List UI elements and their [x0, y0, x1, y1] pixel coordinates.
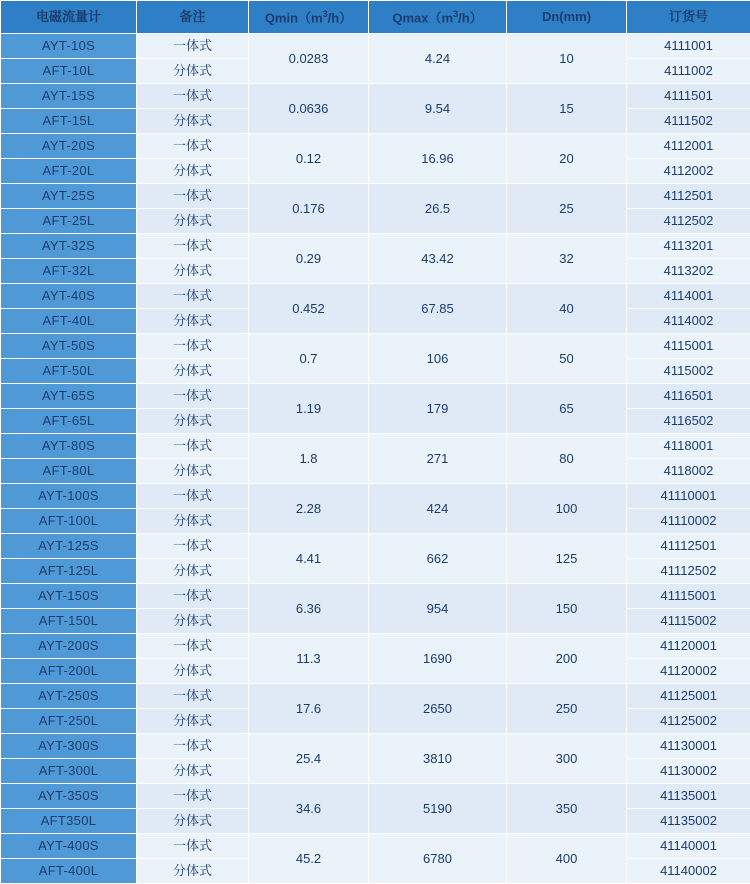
cell-order-no: 41120002: [627, 659, 750, 684]
cell-note: 分体式: [137, 209, 249, 234]
cell-order-no: 41112502: [627, 559, 750, 584]
table-row: [1, 384, 750, 409]
cell-note: 分体式: [137, 809, 249, 834]
cell-dn: 80: [507, 434, 627, 484]
cell-order-no: 41140002: [627, 859, 750, 884]
cell-order-no: 41130002: [627, 759, 750, 784]
cell-dn: 50: [507, 334, 627, 384]
cell-dn: 125: [507, 534, 627, 584]
cell-qmax: 106: [369, 334, 507, 384]
cell-qmin: 1.8: [249, 434, 369, 484]
cell-qmax: 6780: [369, 834, 507, 884]
cell-dn: 10: [507, 34, 627, 84]
cell-order-no: 4115002: [627, 359, 750, 384]
cell-qmin: 11.3: [249, 634, 369, 684]
cell-dn: 300: [507, 734, 627, 784]
table-row: [1, 534, 750, 559]
cell-note: 分体式: [137, 159, 249, 184]
table-row: [1, 134, 750, 159]
cell-note: 分体式: [137, 459, 249, 484]
cell-qmax: 424: [369, 484, 507, 534]
cell-qmin: 0.7: [249, 334, 369, 384]
cell-qmin: 0.176: [249, 184, 369, 234]
cell-qmax: 26.5: [369, 184, 507, 234]
table-row: [1, 434, 750, 459]
cell-qmin: 0.12: [249, 134, 369, 184]
cell-order-no: 4118002: [627, 459, 750, 484]
cell-model: AFT-300L: [1, 759, 137, 784]
table-header: [1, 1, 750, 34]
cell-note: 一体式: [137, 434, 249, 459]
cell-qmin: 0.29: [249, 234, 369, 284]
table-row: [1, 634, 750, 659]
cell-order-no: 41135002: [627, 809, 750, 834]
cell-note: 分体式: [137, 509, 249, 534]
cell-note: 一体式: [137, 184, 249, 209]
cell-order-no: 4113202: [627, 259, 750, 284]
cell-note: 分体式: [137, 709, 249, 734]
cell-qmin: 2.28: [249, 484, 369, 534]
cell-model: AYT-80S: [1, 434, 137, 459]
cell-note: 一体式: [137, 784, 249, 809]
cell-qmax: 43.42: [369, 234, 507, 284]
cell-model: AYT-150S: [1, 584, 137, 609]
cell-model: AFT-32L: [1, 259, 137, 284]
cell-model: AYT-50S: [1, 334, 137, 359]
cell-model: AFT-25L: [1, 209, 137, 234]
cell-dn: 40: [507, 284, 627, 334]
cell-qmin: 34.6: [249, 784, 369, 834]
cell-model: AFT-10L: [1, 59, 137, 84]
cell-order-no: 4114001: [627, 284, 750, 309]
cell-model: AYT-65S: [1, 384, 137, 409]
cell-order-no: 4114002: [627, 309, 750, 334]
cell-order-no: 41140001: [627, 834, 750, 859]
unit-superscript: 3: [453, 9, 458, 19]
column-header-qmin: $Qmin(m^3/h)$: [249, 1, 369, 34]
cell-order-no: 4111001: [627, 34, 750, 59]
column-header-order-no: 订货号: [627, 1, 750, 34]
cell-note: 一体式: [137, 534, 249, 559]
cell-qmin: 25.4: [249, 734, 369, 784]
cell-note: 分体式: [137, 309, 249, 334]
column-header-dn: Dn(mm): [507, 1, 627, 34]
cell-model: AFT-40L: [1, 309, 137, 334]
cell-qmax: 4.24: [369, 34, 507, 84]
table-row: [1, 684, 750, 709]
cell-qmin: 45.2: [249, 834, 369, 884]
cell-model: AFT-200L: [1, 659, 137, 684]
cell-order-no: 4111501: [627, 84, 750, 109]
cell-order-no: 41135001: [627, 784, 750, 809]
table-row: [1, 34, 750, 59]
cell-note: 一体式: [137, 484, 249, 509]
cell-qmax: 662: [369, 534, 507, 584]
table-row: [1, 484, 750, 509]
cell-model: AFT-20L: [1, 159, 137, 184]
cell-model: AFT-150L: [1, 609, 137, 634]
unit-superscript: 3: [323, 9, 328, 19]
cell-model: AYT-20S: [1, 134, 137, 159]
cell-dn: 65: [507, 384, 627, 434]
cell-order-no: 4118001: [627, 434, 750, 459]
cell-order-no: 4111502: [627, 109, 750, 134]
cell-model: AYT-125S: [1, 534, 137, 559]
cell-order-no: 4111002: [627, 59, 750, 84]
cell-qmin: 6.36: [249, 584, 369, 634]
column-header-model: 电磁流量计: [1, 1, 137, 34]
cell-order-no: 4116501: [627, 384, 750, 409]
cell-note: 一体式: [137, 334, 249, 359]
cell-qmax: 2650: [369, 684, 507, 734]
table-row: [1, 334, 750, 359]
cell-note: 一体式: [137, 284, 249, 309]
cell-dn: 250: [507, 684, 627, 734]
header-row: [1, 1, 750, 34]
cell-qmax: 954: [369, 584, 507, 634]
table-row: [1, 234, 750, 259]
cell-dn: 20: [507, 134, 627, 184]
cell-model: AFT-50L: [1, 359, 137, 384]
cell-dn: 200: [507, 634, 627, 684]
cell-note: 一体式: [137, 134, 249, 159]
cell-dn: 150: [507, 584, 627, 634]
cell-note: 一体式: [137, 234, 249, 259]
cell-dn: 100: [507, 484, 627, 534]
cell-qmax: 5190: [369, 784, 507, 834]
cell-qmax: 9.54: [369, 84, 507, 134]
cell-order-no: 41125002: [627, 709, 750, 734]
cell-model: AYT-25S: [1, 184, 137, 209]
cell-qmin: 0.0636: [249, 84, 369, 134]
cell-qmax: 16.96: [369, 134, 507, 184]
cell-dn: 400: [507, 834, 627, 884]
cell-note: 分体式: [137, 359, 249, 384]
cell-dn: 350: [507, 784, 627, 834]
cell-model: AYT-40S: [1, 284, 137, 309]
cell-order-no: 41130001: [627, 734, 750, 759]
cell-qmax: 67.85: [369, 284, 507, 334]
cell-model: AFT-100L: [1, 509, 137, 534]
column-header-note: 备注: [137, 1, 249, 34]
cell-note: 分体式: [137, 109, 249, 134]
cell-note: 分体式: [137, 759, 249, 784]
table-body: [1, 34, 750, 884]
table-row: [1, 784, 750, 809]
cell-dn: 25: [507, 184, 627, 234]
cell-order-no: 4112502: [627, 209, 750, 234]
cell-note: 一体式: [137, 684, 249, 709]
cell-order-no: 41115001: [627, 584, 750, 609]
cell-note: 一体式: [137, 584, 249, 609]
cell-dn: 32: [507, 234, 627, 284]
table-row: [1, 734, 750, 759]
cell-model: AYT-200S: [1, 634, 137, 659]
cell-model: AYT-350S: [1, 784, 137, 809]
cell-note: 分体式: [137, 409, 249, 434]
cell-note: 一体式: [137, 734, 249, 759]
cell-qmin: 4.41: [249, 534, 369, 584]
cell-order-no: 4115001: [627, 334, 750, 359]
cell-qmax: 3810: [369, 734, 507, 784]
cell-model: AFT-400L: [1, 859, 137, 884]
cell-note: 分体式: [137, 59, 249, 84]
cell-note: 一体式: [137, 34, 249, 59]
table-row: [1, 584, 750, 609]
cell-order-no: 41115002: [627, 609, 750, 634]
cell-order-no: 41125001: [627, 684, 750, 709]
cell-model: AYT-400S: [1, 834, 137, 859]
cell-model: AYT-250S: [1, 684, 137, 709]
table-row: [1, 834, 750, 859]
cell-order-no: 4112002: [627, 159, 750, 184]
cell-order-no: 4112501: [627, 184, 750, 209]
cell-order-no: 4112001: [627, 134, 750, 159]
cell-order-no: 4116502: [627, 409, 750, 434]
cell-order-no: 41112501: [627, 534, 750, 559]
cell-note: 分体式: [137, 609, 249, 634]
cell-note: 分体式: [137, 559, 249, 584]
cell-qmax: 1690: [369, 634, 507, 684]
cell-note: 一体式: [137, 634, 249, 659]
cell-qmin: 17.6: [249, 684, 369, 734]
cell-note: 分体式: [137, 659, 249, 684]
cell-model: AYT-300S: [1, 734, 137, 759]
cell-model: AYT-15S: [1, 84, 137, 109]
table-row: [1, 284, 750, 309]
cell-qmin: 1.19: [249, 384, 369, 434]
cell-model: AFT-80L: [1, 459, 137, 484]
cell-dn: 15: [507, 84, 627, 134]
cell-order-no: 41120001: [627, 634, 750, 659]
cell-model: AFT-15L: [1, 109, 137, 134]
cell-qmin: 0.452: [249, 284, 369, 334]
cell-qmin: 0.0283: [249, 34, 369, 84]
cell-order-no: 41110001: [627, 484, 750, 509]
cell-order-no: 4113201: [627, 234, 750, 259]
cell-note: 一体式: [137, 384, 249, 409]
cell-model: AFT-125L: [1, 559, 137, 584]
cell-model: AYT-32S: [1, 234, 137, 259]
cell-qmax: 179: [369, 384, 507, 434]
cell-note: 分体式: [137, 859, 249, 884]
table-row: [1, 84, 750, 109]
table-row: [1, 184, 750, 209]
cell-qmax: 271: [369, 434, 507, 484]
cell-note: 一体式: [137, 84, 249, 109]
cell-order-no: 41110002: [627, 509, 750, 534]
cell-note: 分体式: [137, 259, 249, 284]
cell-note: 一体式: [137, 834, 249, 859]
column-header-qmax: $Qmax(m^3/h)$: [369, 1, 507, 34]
cell-model: AYT-100S: [1, 484, 137, 509]
cell-model: AFT350L: [1, 809, 137, 834]
cell-model: AYT-10S: [1, 34, 137, 59]
cell-model: AFT-250L: [1, 709, 137, 734]
cell-model: AFT-65L: [1, 409, 137, 434]
